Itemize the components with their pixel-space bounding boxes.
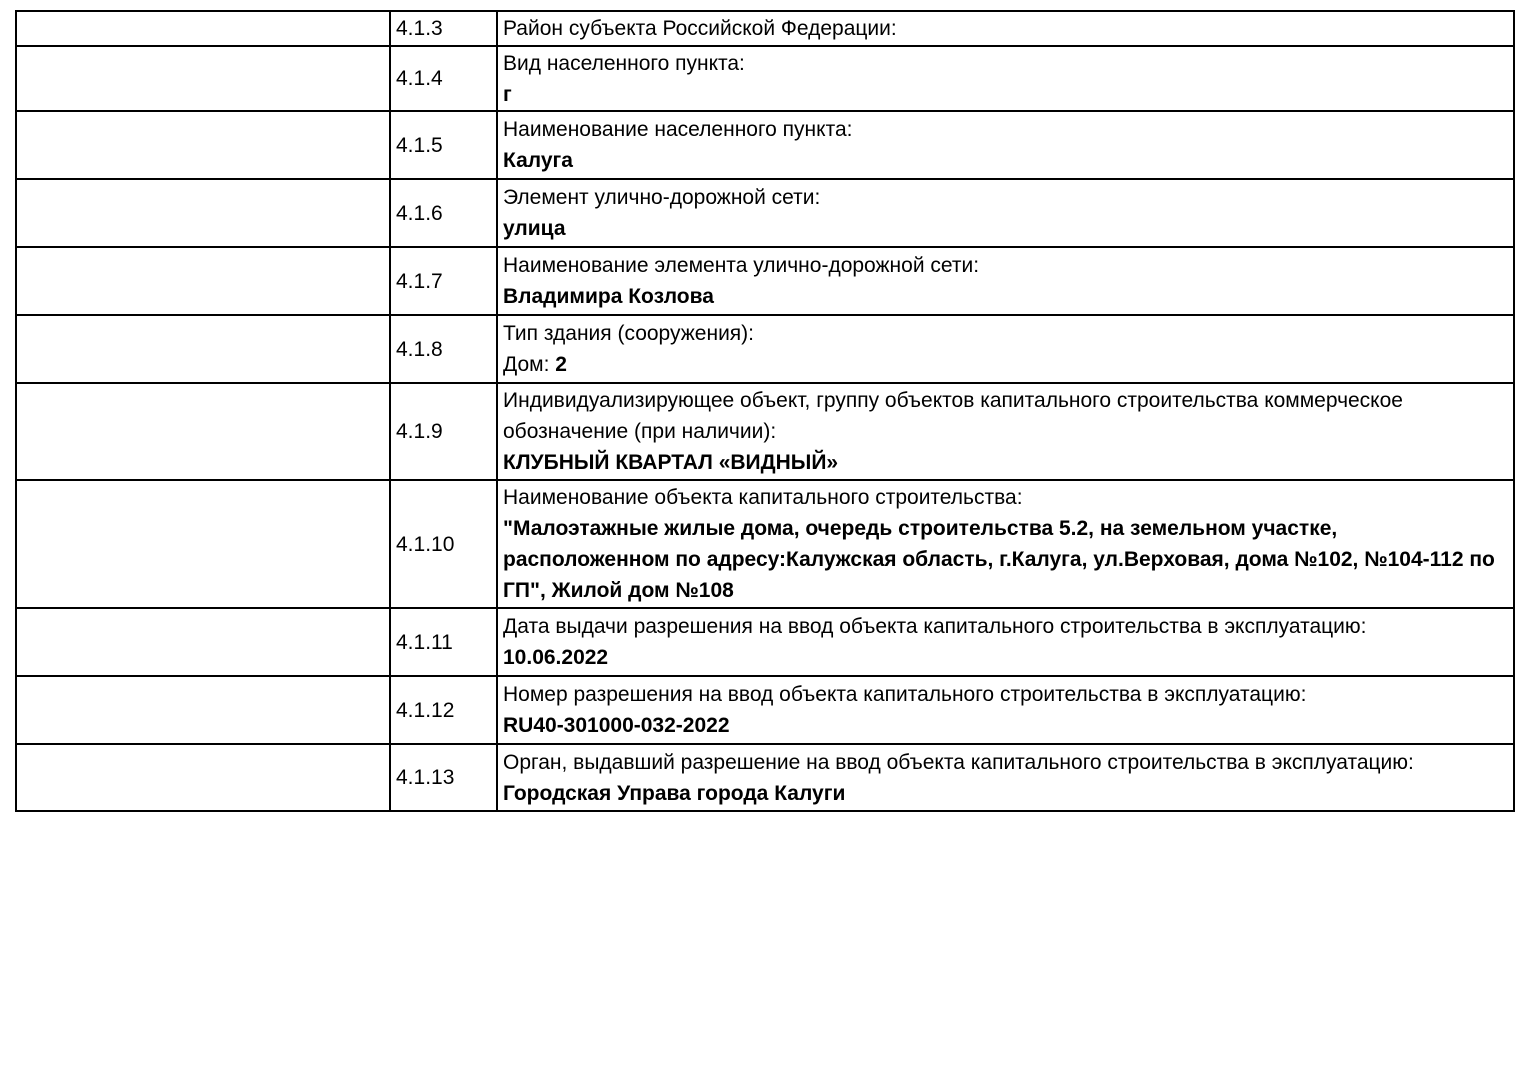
row-number: 4.1.7 bbox=[390, 247, 497, 315]
field-value bbox=[503, 513, 1508, 606]
empty-cell bbox=[16, 247, 390, 315]
field-label: Вид населенного пункта: bbox=[503, 51, 745, 75]
empty-cell bbox=[16, 608, 390, 676]
value-text: 2 bbox=[555, 353, 567, 376]
field-label: Наименование элемента улично-дорожной сети: bbox=[503, 254, 980, 277]
field-value bbox=[503, 642, 1508, 673]
row-number: 4.1.3 bbox=[390, 11, 497, 46]
value-text: RU40-301000-032-2022 bbox=[503, 714, 730, 737]
field-label: Дата выдачи разрешения на ввод объекта капитального строительства в эксплуатацию: bbox=[503, 615, 1367, 638]
empty-cell bbox=[16, 315, 390, 383]
row-content bbox=[497, 744, 1514, 811]
empty-cell bbox=[16, 383, 390, 480]
table-row bbox=[16, 480, 1514, 608]
row-content bbox=[497, 676, 1514, 744]
table-row bbox=[16, 744, 1514, 811]
row-number: 4.1.4 bbox=[390, 46, 497, 111]
field-value bbox=[503, 281, 1508, 312]
empty-cell bbox=[16, 111, 390, 179]
field-value bbox=[503, 447, 1508, 478]
table-row bbox=[16, 46, 1514, 111]
table-row bbox=[16, 676, 1514, 744]
row-content bbox=[497, 608, 1514, 676]
value-text: Городская Управа города Калуги bbox=[503, 781, 846, 805]
field-label: Номер разрешения на ввод объекта капитального строительства в эксплуатацию: bbox=[503, 683, 1307, 706]
row-content bbox=[497, 46, 1514, 111]
value-text: Калуга bbox=[503, 149, 573, 172]
row-content bbox=[497, 179, 1514, 247]
field-label: Элемент улично-дорожной сети: bbox=[503, 186, 821, 209]
value-text: г bbox=[503, 82, 512, 106]
field-value bbox=[503, 213, 1508, 244]
empty-cell bbox=[16, 46, 390, 111]
field-label: Орган, выдавший разрешение на ввод объекта капитального строительства в эксплуатацию: bbox=[503, 750, 1414, 774]
table-row bbox=[16, 111, 1514, 179]
value-text: улица bbox=[503, 217, 566, 240]
row-content bbox=[497, 11, 1514, 46]
field-value bbox=[503, 710, 1508, 741]
value-text: КЛУБНЫЙ КВАРТАЛ «ВИДНЫЙ» bbox=[503, 451, 839, 474]
field-label: Наименование населенного пункта: bbox=[503, 118, 853, 141]
table-row bbox=[16, 247, 1514, 315]
value-text: "Малоэтажные жилые дома, очередь строительства 5.2, на земельном участке, расположенном по адресу:Калужская область, г.Калуга, ул.Верховая, дома №102, №104-112 по ГП", Жилой дом №108 bbox=[503, 517, 1495, 602]
value-text: 10.06.2022 bbox=[503, 646, 609, 669]
row-number: 4.1.6 bbox=[390, 179, 497, 247]
row-number: 4.1.11 bbox=[390, 608, 497, 676]
field-value bbox=[503, 778, 1508, 809]
row-number: 4.1.9 bbox=[390, 383, 497, 480]
field-label: Тип здания (сооружения): bbox=[503, 322, 754, 345]
empty-cell bbox=[16, 179, 390, 247]
field-label: Район субъекта Российской Федерации: bbox=[503, 17, 897, 40]
empty-cell bbox=[16, 480, 390, 608]
value-prefix: Дом: bbox=[503, 353, 556, 376]
row-number: 4.1.8 bbox=[390, 315, 497, 383]
row-number: 4.1.13 bbox=[390, 744, 497, 811]
object-info-table bbox=[15, 10, 1515, 812]
row-content bbox=[497, 315, 1514, 383]
row-content bbox=[497, 383, 1514, 480]
field-label: Наименование объекта капитального строительства: bbox=[503, 486, 1023, 509]
field-value bbox=[503, 349, 1508, 380]
empty-cell bbox=[16, 676, 390, 744]
table-row bbox=[16, 383, 1514, 480]
empty-cell bbox=[16, 11, 390, 46]
row-number: 4.1.12 bbox=[390, 676, 497, 744]
field-value bbox=[503, 79, 1508, 110]
table-row bbox=[16, 11, 1514, 46]
value-text: Владимира Козлова bbox=[503, 285, 714, 308]
row-number: 4.1.10 bbox=[390, 480, 497, 608]
row-content bbox=[497, 111, 1514, 179]
empty-cell bbox=[16, 744, 390, 811]
row-content bbox=[497, 247, 1514, 315]
row-number: 4.1.5 bbox=[390, 111, 497, 179]
table-row bbox=[16, 608, 1514, 676]
table-row bbox=[16, 179, 1514, 247]
table-row bbox=[16, 315, 1514, 383]
field-label: Индивидуализирующее объект, группу объектов капитального строительства коммерческое обозначение (при наличии): bbox=[503, 389, 1403, 443]
row-content bbox=[497, 480, 1514, 608]
field-value bbox=[503, 145, 1508, 176]
